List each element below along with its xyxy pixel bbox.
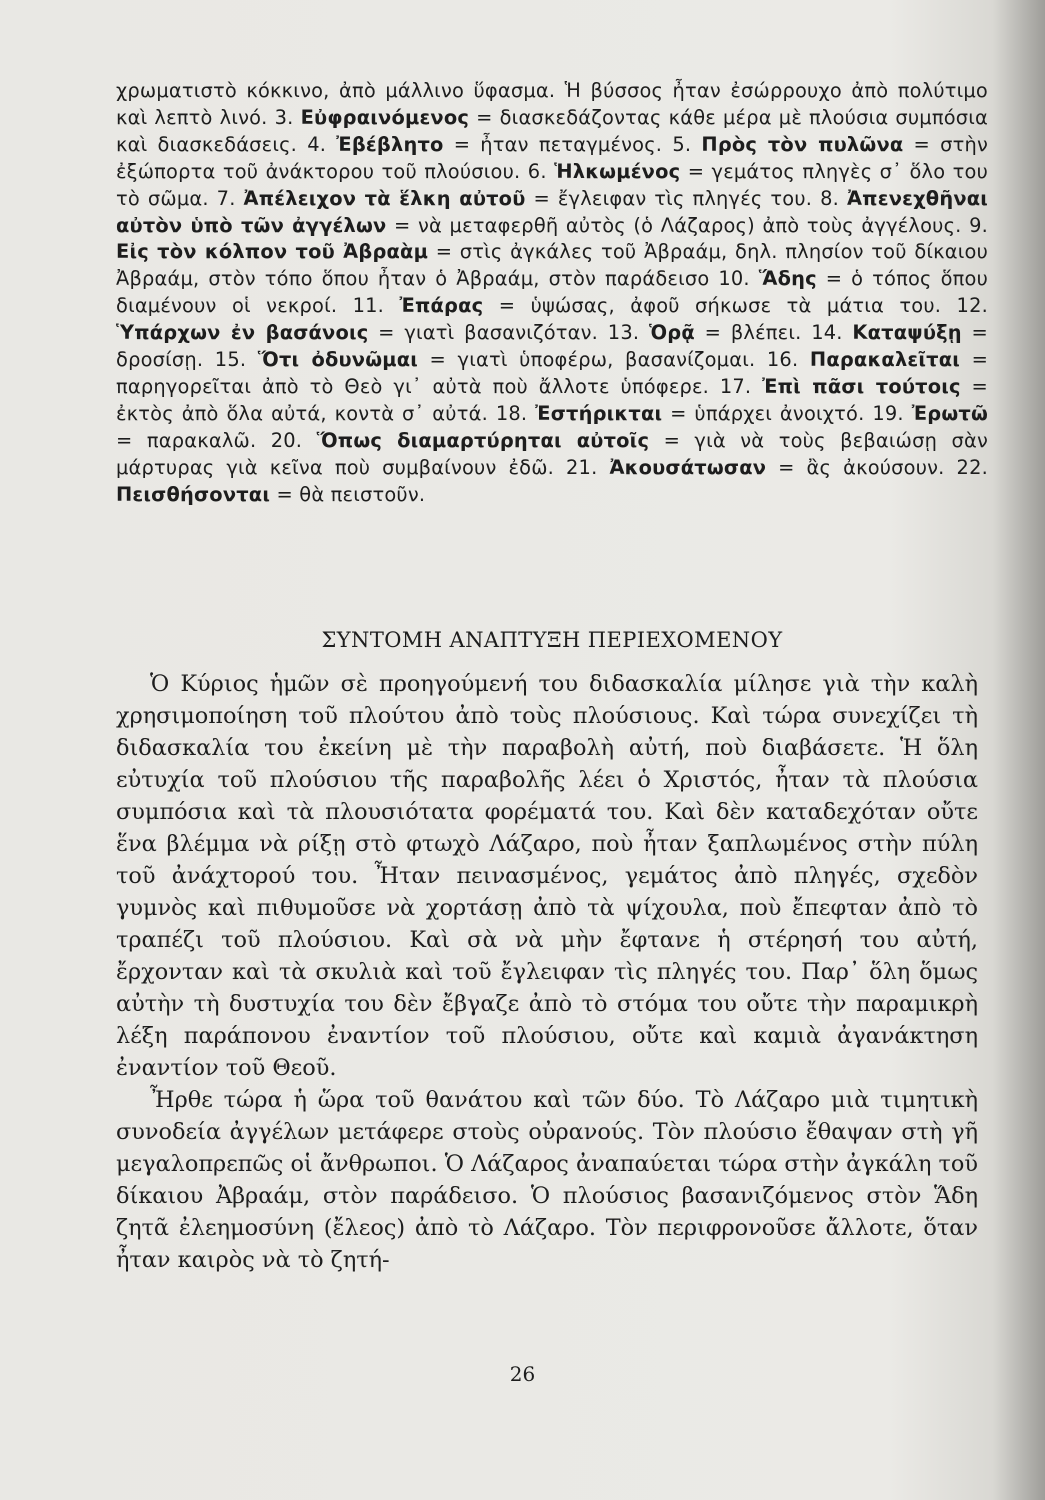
note-term: Ἀπενεχθῆναι αὐτὸν ὑπὸ τῶν ἀγγέλων (116, 186, 989, 237)
note-term: Ὑπάρχων ἐν βασάνοις (116, 321, 369, 345)
note-14: 14. Καταψύξῃ = δροσίσῃ. (116, 321, 988, 372)
note-22: 22. Πεισθήσονται = θὰ πειστοῦν. (116, 455, 988, 506)
note-term: Ἀπέλειχον τὰ ἕλκη αὐτοῦ (243, 186, 526, 210)
note-intro: χρωματιστὸ κόκκινο, ἀπὸ μάλλινο ὕφασμα. Ἡ βύσσος ἦταν ἐσώρρουχο ἀπὸ πολύτιμο καὶ λεπτὸ λινό. (116, 79, 988, 129)
note-20: 20. Ὅπως διαμαρτύρηται αὐτοῖς = γιὰ νὰ τοὺς βεβαιώσῃ σὰν μάρτυρας γιὰ κεῖνα ποὺ συμβαίνουν ἐδῶ. (116, 428, 989, 479)
note-10: 10. Ἅδης = ὁ τόπος ὅπου διαμένουν οἱ νεκροί. (116, 267, 988, 318)
note-15: 15. Ὅτι ὀδυνῶμαι = γιατὶ ὑποφέρω, βασανίζομαι. (214, 348, 767, 372)
paragraph: Ὁ Κύριος ἡμῶν σὲ προηγούμενή του διδασκαλία μίλησε γιὰ τὴν καλὴ χρησιμοποίηση τοῦ πλούτου ἀπὸ τοὺς πλούσιους. Καὶ τώρα συνεχίζει τὴ διδασκαλία του ἐκείνη μὲ τὴν παραβολὴ αὐτή, ποὺ διαβάσετε. Ἡ ὅλη εὐτυχία τοῦ πλούσιου τῆς παραβολῆς λέει ὁ Χριστός, ἦταν τὰ πλούσια συμπόσια καὶ τὰ πλουσιότατα φορέματά του. Καὶ δὲν καταδεχόταν οὔτε ἕνα βλέμμα νὰ ρίξῃ στὸ φτωχὸ Λάζαρο, ποὺ ἦταν ξαπλωμένος στὴν πύλη τοῦ ἀνάχτορού του. Ἦταν πεινασμένος, γεμάτος ἀπὸ πληγές, σχεδὸν γυμνὸς καὶ πιθυμοῦσε νὰ χορτάσῃ ἀπὸ τὰ ψίχουλα, ποὺ ἔπεφταν ἀπὸ τὸ τραπέζι τοῦ πλούσιου. Καὶ σὰ νὰ μὴν ἔφτανε ἡ στέρησή του αὐτή, ἔρχονταν καὶ τὰ σκυλιὰ καὶ τοῦ ἔγλειφαν τὶς πληγές του. Παρ᾽ ὅλη ὅμως αὐτὴν τὴ δυστυχία του δὲν ἔβγαζε ἀπὸ τὸ στόμα του οὔτε τὴν παραμικρὴ λέξη παράπονου ἐναντίον τοῦ πλούσιου, οὔτε καὶ καμιὰ ἀγανάκτηση ἐναντίον τοῦ Θεοῦ. (116, 671, 978, 1081)
note-term: Πεισθήσονται (116, 482, 271, 506)
note-3: 3. Εὐφραινόμενος = διασκεδάζοντας κάθε μέρα μὲ πλούσια συμπόσια καὶ διασκεδάσεις. (116, 105, 989, 156)
note-term: Παρακαλεῖται (809, 348, 961, 372)
note-term: Ἐπὶ πᾶσι τούτοις (762, 374, 961, 398)
paragraph: Ἦρθε τώρα ἡ ὥρα τοῦ θανάτου καὶ τῶν δύο. Τὸ Λάζαρο μιὰ τιμητικὴ συνοδεία ἀγγέλων μετάφερε στοὺς οὐρανούς. Τὸν πλούσιο ἔθαψαν στὴ γῆ μεγαλοπρεπῶς οἱ ἄνθρωποι. Ὁ Λάζαρος ἀναπαύεται τώρα στὴν ἀγκάλη τοῦ δίκαιου Ἀβραάμ, στὸν παράδεισο. Ὁ πλούσιος βασανιζόμενος στὸν Ἅδη ζητᾶ ἐλεημοσύνη (ἔλεος) ἀπὸ τὸ Λάζαρο. Τὸν περιφρονοῦσε ἄλλοτε, ὅταν ἦταν καιρὸς νὰ τὸ ζητή- (116, 1087, 978, 1273)
note-19: 19. Ἐρωτῶ = παρακαλῶ. (116, 401, 988, 452)
page-number: 26 (509, 1362, 536, 1386)
note-term: Ὅπως διαμαρτύρηται αὐτοῖς (316, 428, 650, 452)
note-term: Εὐφραινόμενος (300, 105, 470, 129)
note-term: Ἐστήρικται (535, 401, 663, 425)
note-8: 8. Ἀπενεχθῆναι αὐτὸν ὑπὸ τῶν ἀγγέλων = νὰ μεταφερθῆ αὐτὸς (ὁ Λάζαρος) ἀπὸ τοὺς ἀγγέλους. (116, 186, 989, 237)
section-heading: ΣΥΝΤΟΜΗ ΑΝΑΠΤΥΞΗ ΠΕΡΙΕΧΟΜΕΝΟΥ (321, 628, 783, 652)
note-21: 21. Ἀκουσάτωσαν = ἂς ἀκούσουν. (566, 455, 957, 479)
note-term: Ὁρᾷ (648, 321, 695, 345)
note-6: 6. Ἡλκωμένος = γεμάτος πληγὲς σ᾽ ὅλο του τὸ σῶμα. (116, 159, 989, 210)
note-13: 13. Ὁρᾷ = βλέπει. (607, 321, 812, 345)
note-4: 4. Ἐβέβλητο = ἦταν πεταγμένος. (307, 132, 673, 156)
note-term: Ἐβέβλητο (336, 132, 444, 156)
note-17: 17. Ἐπὶ πᾶσι τούτοις = ἐκτὸς ἀπὸ ὅλα αὐτά, κοντὰ σ᾽ αὐτά. (116, 374, 988, 425)
note-7: 7. Ἀπέλειχον τὰ ἕλκη αὐτοῦ = ἔγλειφαν τὶς πληγές του. (216, 186, 821, 210)
note-16: 16. Παρακαλεῖται = παρηγορεῖται ἀπὸ τὸ Θεὸ γι᾽ αὐτὰ ποὺ ἄλλοτε ὑπόφερε. (116, 348, 989, 398)
note-9: 9. Εἰς τὸν κόλπον τοῦ Ἀβραὰμ = στὶς ἀγκάλες τοῦ Ἀβραάμ, δηλ. πλησίον τοῦ δίκαιου Ἀβραάμ, στὸν τόπο ὅπου ἦταν ὁ Ἀβραάμ, στὸν παράδεισο (116, 213, 988, 291)
note-term: Πρὸς τὸν πυλῶνα (701, 132, 904, 156)
note-term: Καταψύξῃ (852, 321, 962, 345)
note-term: Ἐπάρας (399, 294, 484, 318)
glossary-notes (116, 78, 988, 509)
section-body (116, 668, 978, 1276)
note-term: Ἀκουσάτωσαν (609, 455, 767, 479)
note-18: 18. Ἐστήρικται = ὑπάρχει ἀνοιχτό. (495, 401, 873, 425)
note-5: 5. Πρὸς τὸν πυλῶνα = στὴν ἐξώπορτα τοῦ ἀνάκτορου τοῦ πλούσιου. (116, 132, 989, 183)
note-term: Ἅδης (758, 267, 817, 291)
note-term: Ἡλκωμένος (554, 159, 681, 183)
note-term: Εἰς τὸν κόλπον τοῦ Ἀβραὰμ (116, 240, 429, 264)
note-term: Ὅτι ὀδυνῶμαι (257, 348, 418, 372)
note-11: 11. Ἐπάρας = ὑψώσας, ἀφοῦ σήκωσε τὰ μάτια του. (352, 294, 957, 318)
note-term: Ἐρωτῶ (911, 401, 988, 425)
note-12: 12. Ὑπάρχων ἐν βασάνοις = γιατὶ βασανιζόταν. (116, 294, 988, 345)
